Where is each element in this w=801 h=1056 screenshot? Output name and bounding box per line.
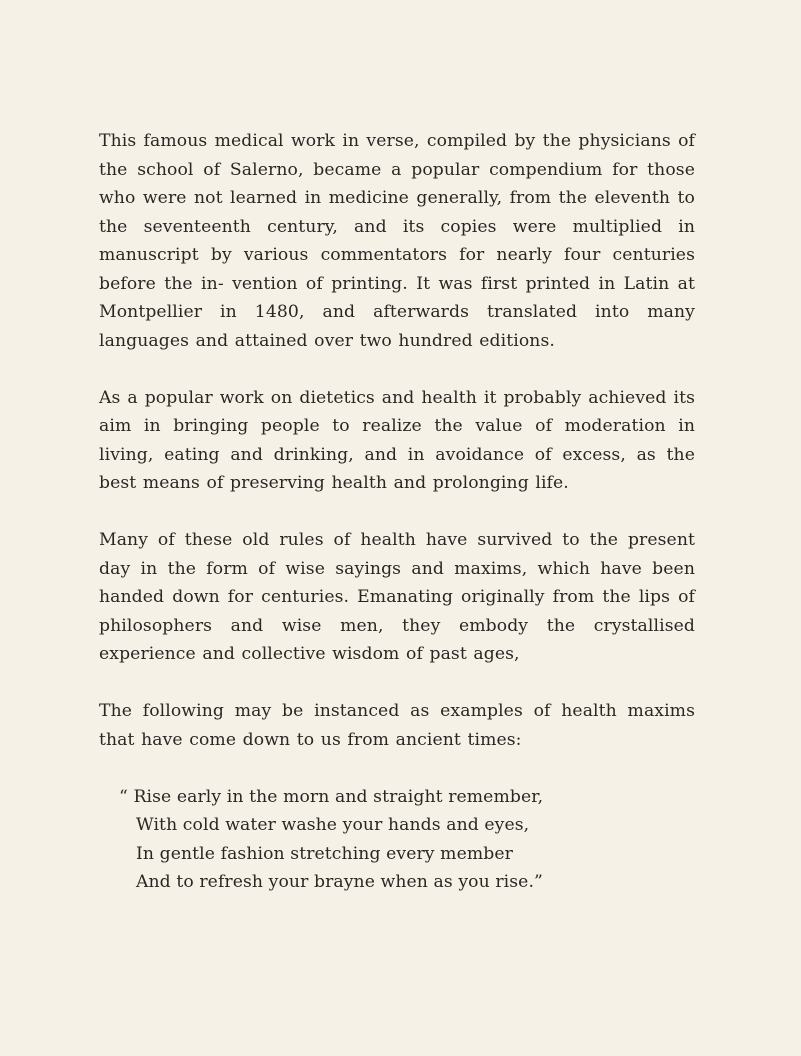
health-maxim-verse	[119, 783, 695, 897]
verse-line: In gentle fashion stretching every member	[136, 843, 513, 864]
paragraph-old-rules: Many of these old rules of health have survived to the present day in the form of wise sayings and maxims, which have been handed down for centuries. Emanating originally from the lips of philosophers and wise men, they embody the crystallised experience and collective wisdom of past ages,	[99, 530, 695, 664]
verse-line: “ Rise early in the morn and straight remember,	[119, 786, 544, 807]
paragraph-dietetics: As a popular work on dietetics and health it probably achieved its aim in bringing people to realize the value of moderation in living, eating and drinking, and in avoidance of excess, as the best means of preserving health and prolonging life.	[99, 387, 695, 493]
paragraph-following: The following may be instanced as examples of health maxims that have come down to us from ancient times:	[99, 701, 695, 750]
verse-line: With cold water washe your hands and eyes,	[136, 815, 530, 835]
verse-line: And to refresh your brayne when as you rise.”	[136, 872, 543, 892]
body-text	[99, 127, 695, 897]
paragraph-salerno: This famous medical work in verse, compiled by the physicians of the school of Salerno, became a popular compendium for those who were not learned in medicine generally, from the eleventh to the seventeenth century, and its copies were multiplied in manuscript by various commentators for nearly four centuries before the in- vention of printing. It was first printed in Latin at Montpellier in 1480, and afterwards translated into many languages and attained over two hundred editions.	[99, 131, 695, 351]
